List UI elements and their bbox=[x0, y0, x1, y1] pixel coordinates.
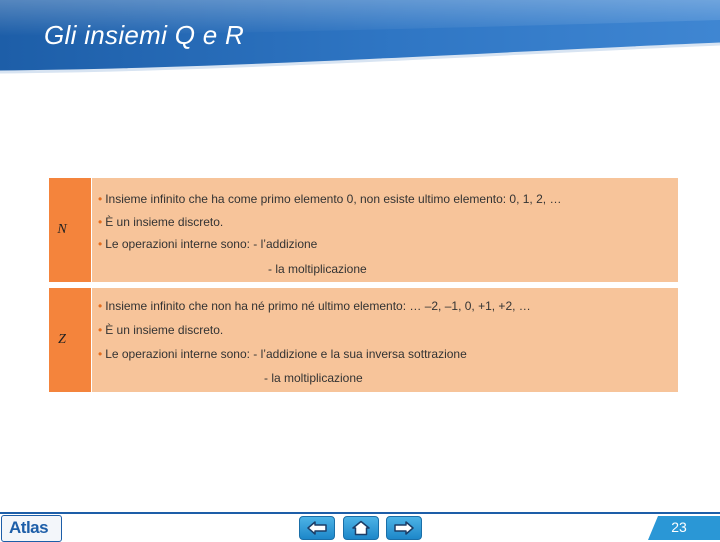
set-description-z bbox=[92, 288, 678, 392]
bullet-text: Le operazioni interne sono: - l’addizione bbox=[105, 237, 318, 251]
bullet-text: Le operazioni interne sono: - l’addizione e la sua inversa sottrazione bbox=[105, 347, 467, 361]
home-icon bbox=[351, 520, 371, 536]
operation-subline: - la moltiplicazione bbox=[268, 262, 367, 276]
page-number: 23 bbox=[671, 519, 687, 535]
publisher-logo bbox=[1, 515, 62, 542]
bullet-line bbox=[98, 237, 317, 251]
set-symbol-n: N bbox=[57, 222, 67, 237]
operation-subline: - la moltiplicazione bbox=[264, 371, 363, 385]
page-title: Gli insiemi Q e R bbox=[44, 20, 245, 50]
bullet-icon: • bbox=[98, 347, 103, 361]
set-label-n bbox=[49, 178, 91, 282]
bullet-icon: • bbox=[98, 215, 103, 229]
page-number-tab bbox=[648, 516, 720, 540]
next-slide-button[interactable] bbox=[386, 516, 422, 540]
logo-text: Atlas bbox=[9, 518, 49, 537]
left-arrow-icon bbox=[306, 521, 328, 535]
bullet-text: Insieme infinito che ha come primo elemento 0, non esiste ultimo elemento: 0, 1, 2, … bbox=[105, 192, 562, 206]
bullet-line bbox=[98, 215, 223, 229]
set-description-n bbox=[92, 178, 678, 282]
set-label-z bbox=[49, 288, 91, 392]
bullet-icon: • bbox=[98, 323, 103, 337]
header-banner bbox=[0, 0, 720, 78]
bullet-line bbox=[98, 299, 531, 313]
home-button[interactable] bbox=[343, 516, 379, 540]
bullet-icon: • bbox=[98, 237, 103, 251]
bullet-text: È un insieme discreto. bbox=[105, 215, 224, 229]
bullet-line bbox=[98, 192, 561, 206]
footer-divider bbox=[0, 512, 720, 514]
prev-slide-button[interactable] bbox=[299, 516, 335, 540]
bullet-text: Insieme infinito che non ha né primo né ultimo elemento: … –2, –1, 0, +1, +2, … bbox=[105, 299, 531, 313]
set-symbol-z: Z bbox=[58, 332, 66, 347]
bullet-line bbox=[98, 323, 223, 337]
bullet-line bbox=[98, 347, 467, 361]
bullet-icon: • bbox=[98, 299, 103, 313]
bullet-text: È un insieme discreto. bbox=[105, 323, 224, 337]
bullet-icon: • bbox=[98, 192, 103, 206]
right-arrow-icon bbox=[393, 521, 415, 535]
